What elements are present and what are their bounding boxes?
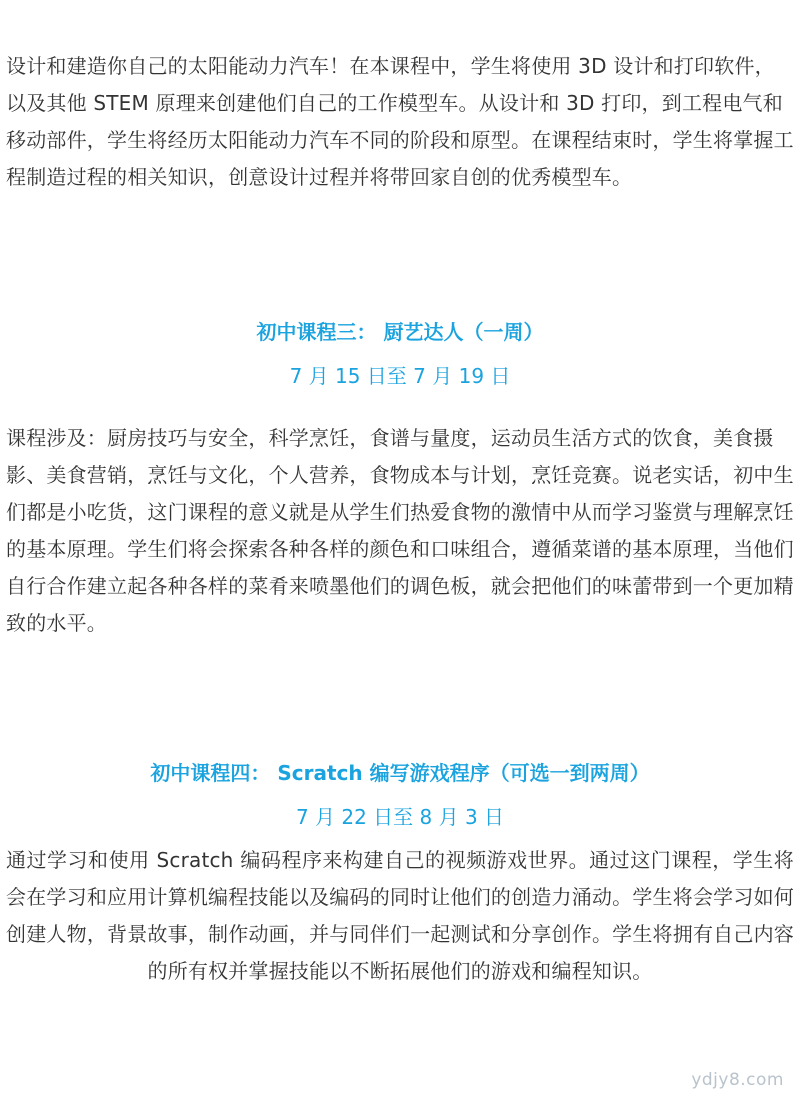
- course3-title: 初中课程三： 厨艺达人（一周）: [256, 320, 544, 344]
- course3-date: 7 月 15 日至 7 月 19 日: [289, 364, 511, 388]
- course4-date: 7 月 22 日至 8 月 3 日: [295, 805, 505, 829]
- course4-body: 通过学习和使用 Scratch 编码程序来构建自己的视频游戏世界。通过这门课程，学生将会在学习和应用计算机编程技能以及编码的同时让他们的创造力涌动。学生将会学习如何创建人物，背景故事，制作动画，并与同伴们一起测试和分享创作。学生将拥有自己内容的所有权并掌握技能以不断拓展他们的游戏和编程知识。: [6, 848, 794, 983]
- course3-body: 课程涉及：厨房技巧与安全，科学烹饪，食谱与量度，运动员生活方式的饮食，美食摄影、美食营销，烹饪与文化，个人营养，食物成本与计划，烹饪竞赛。说老实话，初中生们都是小吃货，这门课程的意义就是从学生们热爱食物的激情中从而学习鉴赏与理解烹饪的基本原理。学生们将会探索各种各样的颜色和口味组合，遵循菜谱的基本原理，当他们自行合作建立起各种各样的菜肴来喷墨他们的调色板，就会把他们的味蕾带到一个更加精致的水平。: [6, 426, 794, 635]
- course4-title: 初中课程四： Scratch 编写游戏程序（可选一到两周）: [150, 761, 650, 785]
- intro-paragraph: 设计和建造你自己的太阳能动力汽车！在本课程中，学生将使用 3D 设计和打印软件，以及其他 STEM 原理来创建他们自己的工作模型车。从设计和 3D 打印，到工程电气和移动部件，学生将经历太阳能动力汽车不同的阶段和原型。在课程结束时，学生将掌握工程制造过程的相关知识，创意设计过程并将带回家自创的优秀模型车。: [6, 54, 794, 189]
- site-watermark: ydjy8.com: [691, 1070, 784, 1090]
